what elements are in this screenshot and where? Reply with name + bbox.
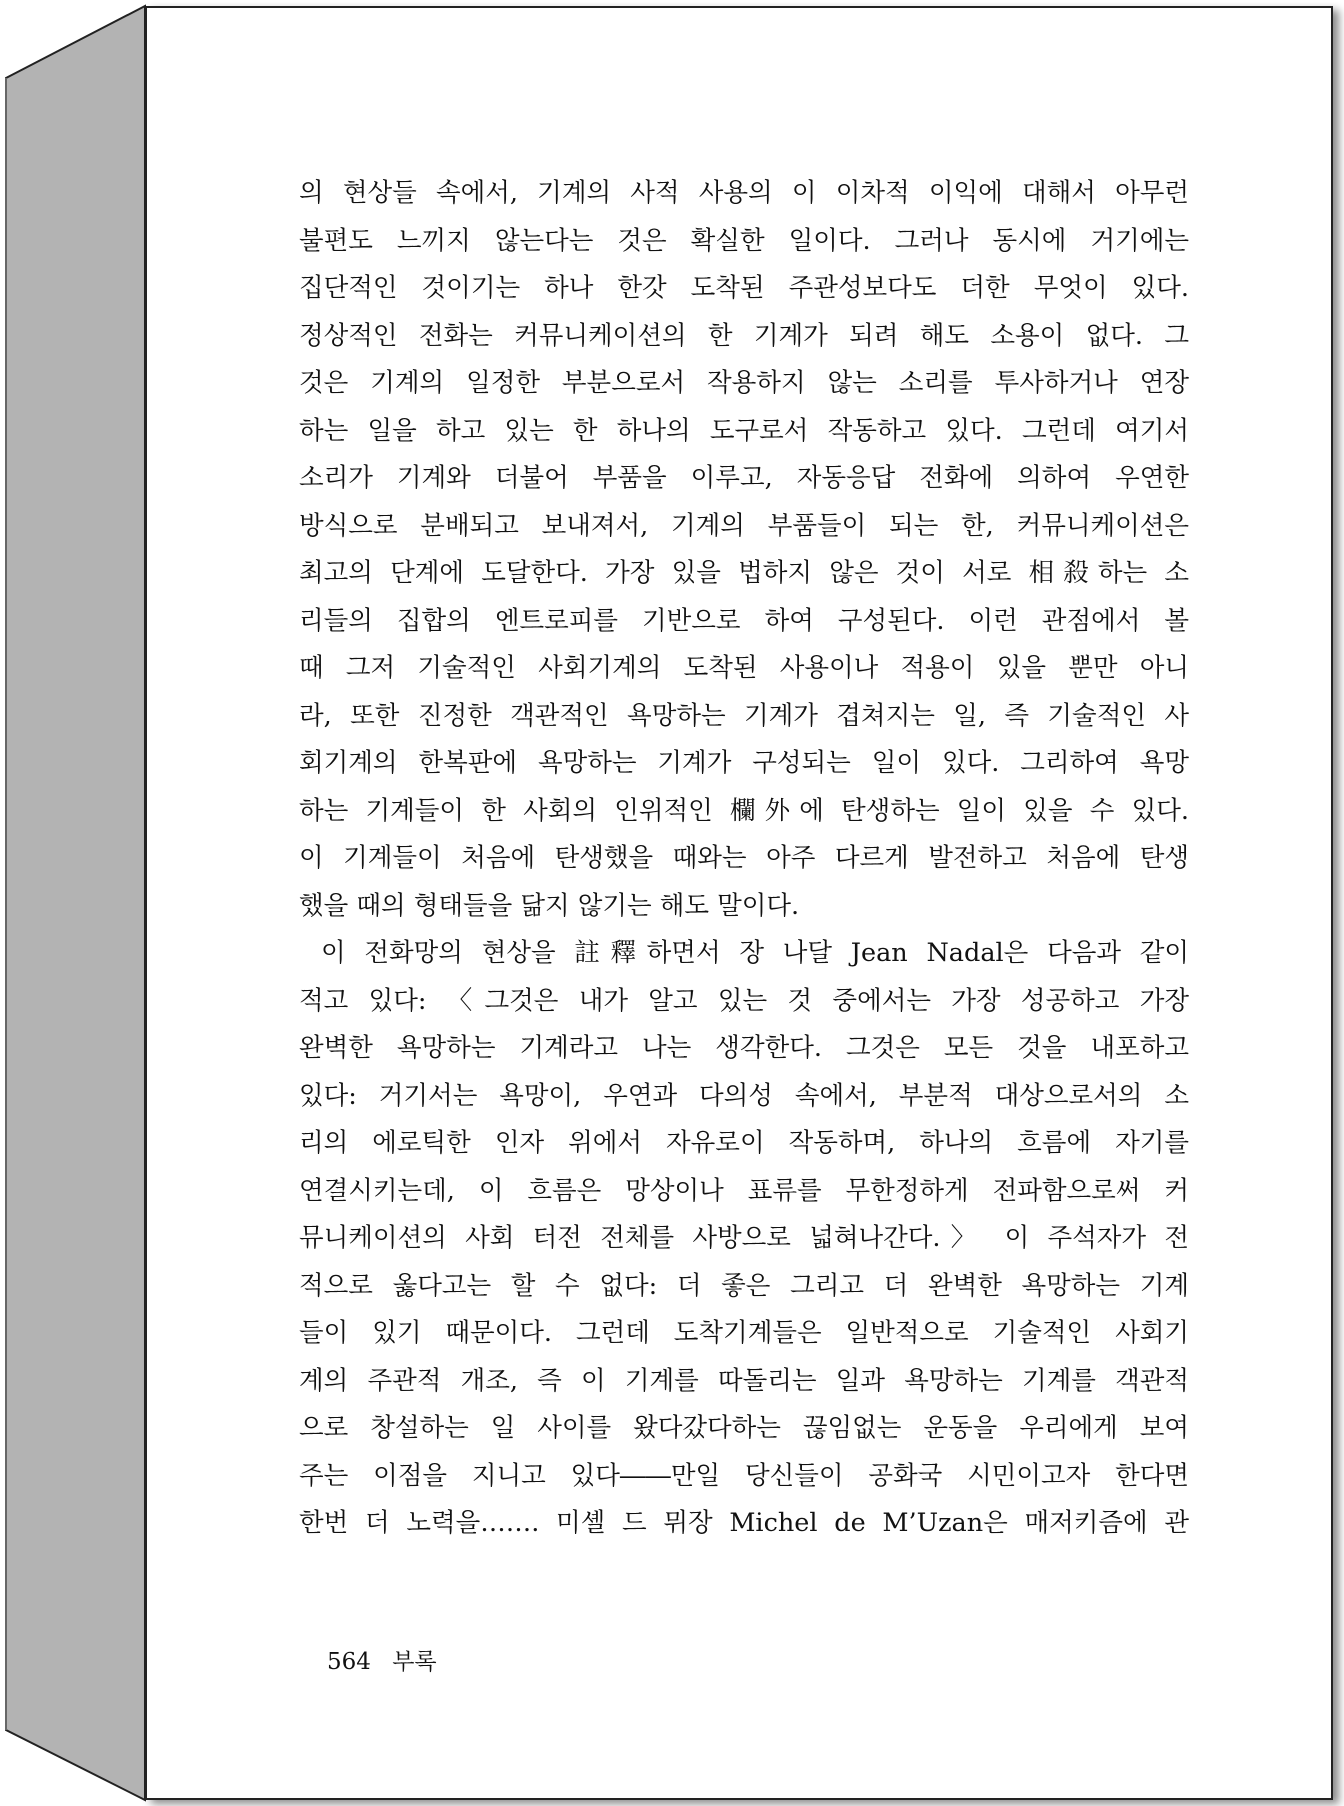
- text-line: 집단적인 것이기는 하나 한갓 도착된 주관성보다도 더한 무엇이 있다.: [299, 273, 1189, 303]
- text-line: 리들의 집합의 엔트로피를 기반으로 하여 구성된다. 이런 관점에서 볼: [299, 605, 1189, 636]
- text-line: 회기계의 한복판에 욕망하는 기계가 구성되는 일이 있다. 그리하여 욕망: [299, 748, 1189, 778]
- paragraph-start-line: 이 전화망의 현상을 註釋하면서 장 나달 Jean Nadal은 다음과 같이: [321, 938, 1189, 968]
- text-line: 최고의 단계에 도달한다. 가장 있을 법하지 않은 것이 서로 相殺하는 소: [299, 558, 1189, 588]
- text-line: 뮤니케이션의 사회 터전 전체를 사방으로 넓혀나간다.〉 이 주석자가 전: [299, 1223, 1189, 1253]
- text-line: 계의 주관적 개조, 즉 이 기계를 따돌리는 일과 욕망하는 기계를 객관적: [299, 1365, 1189, 1396]
- text-line: 적고 있다: 〈그것은 내가 알고 있는 것 중에서는 가장 성공하고 가장: [299, 985, 1189, 1016]
- text-line: 리의 에로틱한 인자 위에서 자유로이 작동하며, 하나의 흐름에 자기를: [299, 1128, 1189, 1158]
- text-line: 하는 기계들이 한 사회의 인위적인 欄外에 탄생하는 일이 있을 수 있다.: [299, 795, 1189, 826]
- text-line: 것은 기계의 일정한 부분으로서 작용하지 않는 소리를 투사하거나 연장: [299, 368, 1189, 398]
- text-line: 있다: 거기서는 욕망이, 우연과 다의성 속에서, 부분적 대상으로서의 소: [299, 1080, 1189, 1111]
- text-line: 으로 창설하는 일 사이를 왔다갔다하는 끊임없는 운동을 우리에게 보여: [299, 1413, 1189, 1443]
- text-line: 완벽한 욕망하는 기계라고 나는 생각한다. 그것은 모든 것을 내포하고: [299, 1033, 1189, 1063]
- text-line: 소리가 기계와 더불어 부품을 이루고, 자동응답 전화에 의하여 우연한: [299, 463, 1189, 493]
- book-spine: [0, 0, 150, 1806]
- text-line: 의 현상들 속에서, 기계의 사적 사용의 이 이차적 이익에 대해서 아무런: [299, 178, 1189, 208]
- text-line: 들이 있기 때문이다. 그런데 도착기계들은 일반적으로 기술적인 사회기: [299, 1318, 1189, 1348]
- text-line: 적으로 옳다고는 할 수 없다: 더 좋은 그리고 더 완벽한 욕망하는 기계: [299, 1270, 1189, 1301]
- text-line: 하는 일을 하고 있는 한 하나의 도구로서 작동하고 있다. 그런데 여기서: [299, 415, 1189, 446]
- text-line: 정상적인 전화는 커뮤니케이션의 한 기계가 되려 해도 소용이 없다. 그: [299, 320, 1189, 351]
- text-line: 불편도 느끼지 않는다는 것은 확실한 일이다. 그러나 동시에 거기에는: [299, 225, 1189, 256]
- text-line: 주는 이점을 지니고 있다――만일 당신들이 공화국 시민이고자 한다면: [299, 1460, 1189, 1491]
- book-page: [145, 6, 1333, 1800]
- section-label: 부록: [392, 1649, 437, 1675]
- body-text: [299, 170, 1189, 1548]
- text-line: 라, 또한 진정한 객관적인 욕망하는 기계가 겹쳐지는 일, 즉 기술적인 사: [299, 700, 1189, 731]
- text-line: 연결시키는데, 이 흐름은 망상이나 표류를 무한정하게 전파함으로써 커: [299, 1175, 1189, 1206]
- text-line: 했을 때의 형태들을 닮지 않기는 해도 말이다.: [299, 890, 800, 921]
- text-line: 한번 더 노력을……. 미셸 드 뮈장 Michel de M’Uzan은 매저키즘에 관: [299, 1508, 1189, 1538]
- text-line: 때 그저 기술적인 사회기계의 도착된 사용이나 적용이 있을 뿐만 아니: [299, 653, 1189, 683]
- text-line: 방식으로 분배되고 보내져서, 기계의 부품들이 되는 한, 커뮤니케이션은: [299, 510, 1189, 541]
- page-number: 564: [327, 1649, 371, 1675]
- page-footer: [327, 1643, 437, 1676]
- text-line: 이 기계들이 처음에 탄생했을 때와는 아주 다르게 발전하고 처음에 탄생: [299, 843, 1189, 873]
- book-spine-shape: [0, 0, 150, 1806]
